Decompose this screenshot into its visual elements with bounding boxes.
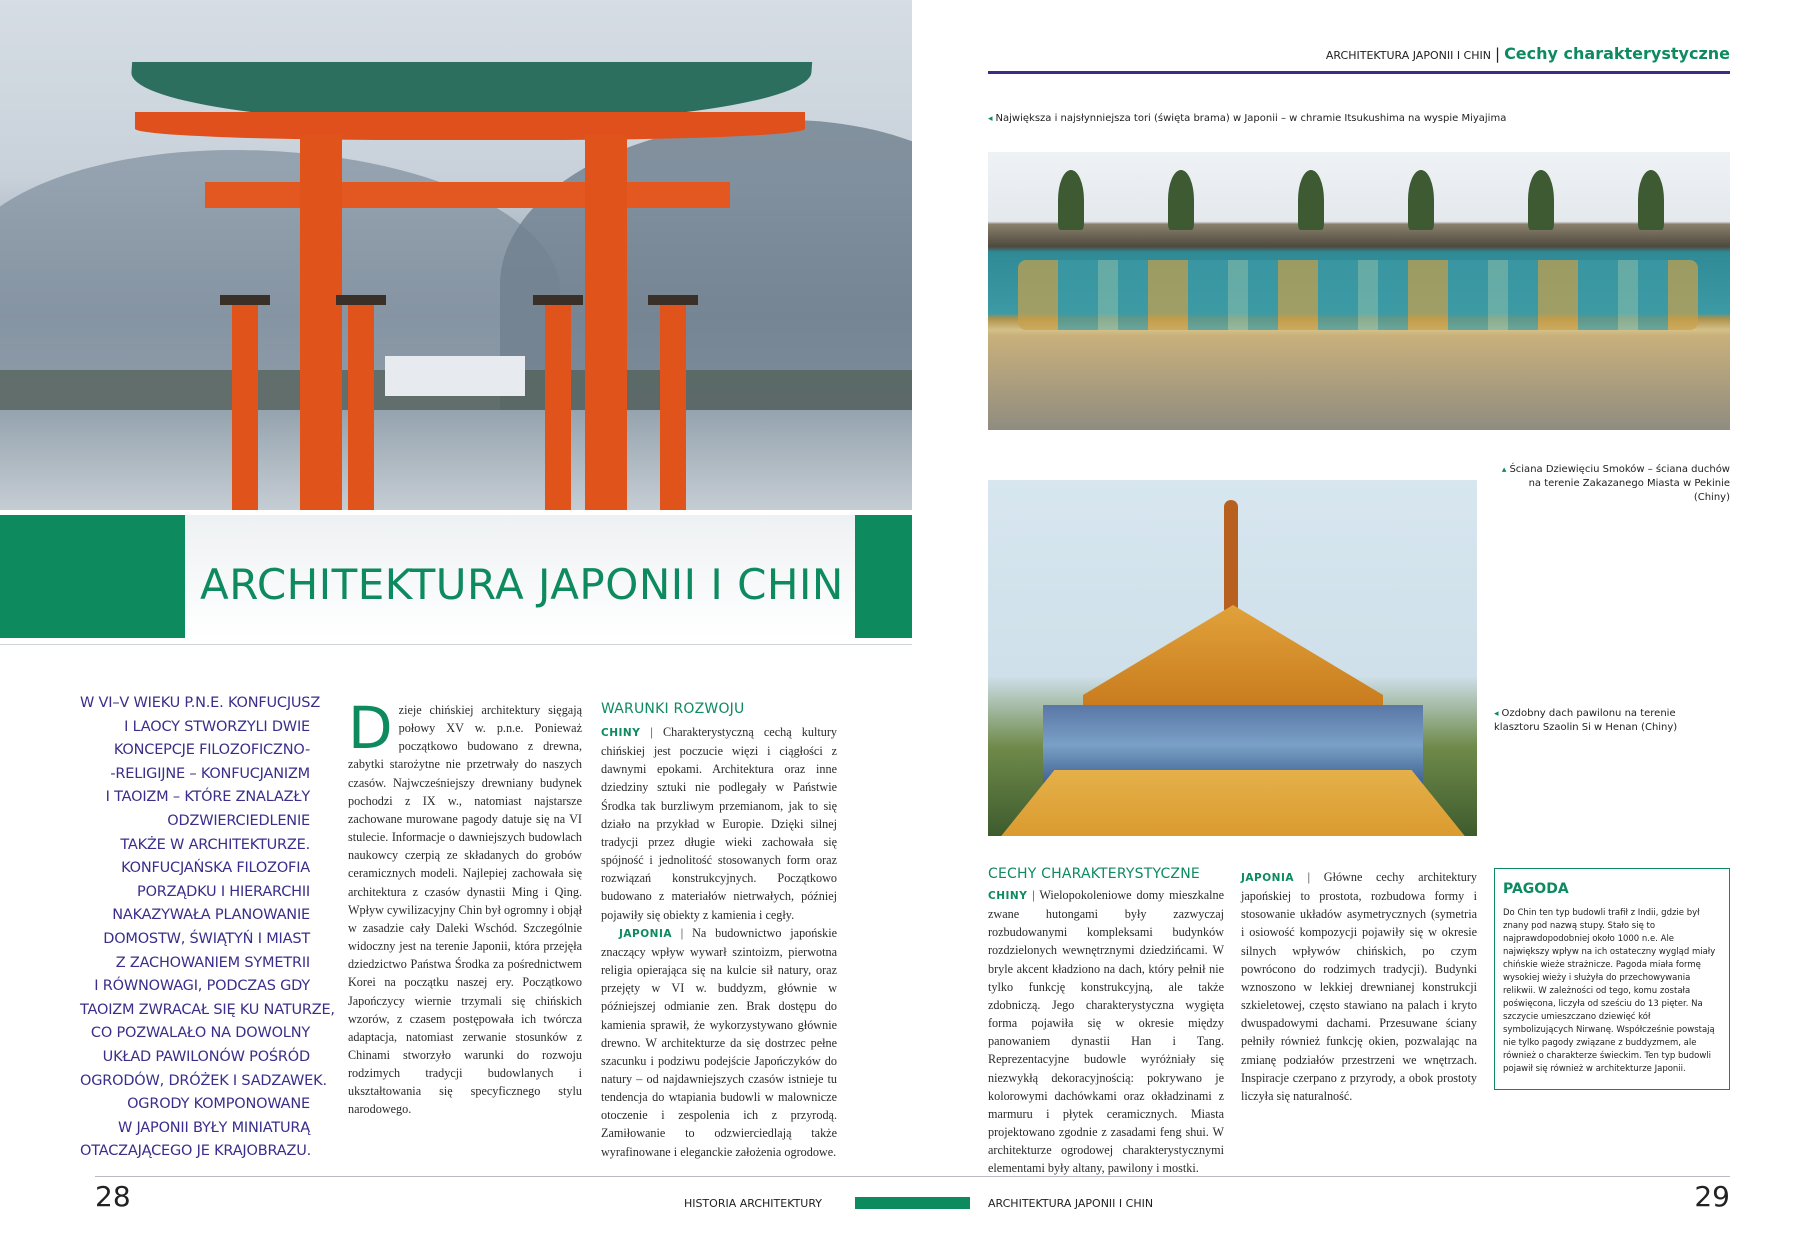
subheading-cechy-charakterystyczne: CECHY CHARAKTERYSTYCZNE <box>988 866 1200 882</box>
pull-quote-line: KONFUCJAŃSKA FILOZOFIA <box>121 860 310 877</box>
footer-label-left: HISTORIA ARCHITEKTURY <box>683 1197 822 1210</box>
pull-quote-line: OTACZAJĄCEGO JE KRAJOBRAZU. <box>80 1143 312 1160</box>
pavilion-roof-photo <box>988 480 1477 836</box>
caption-torii <box>988 112 1506 126</box>
cechy-column-1 <box>988 886 1224 1178</box>
pagoda-title: PAGODA <box>1503 881 1569 897</box>
keyword-japonia: JAPONIA <box>619 927 672 940</box>
nine-dragon-wall-photo <box>988 152 1730 430</box>
running-head-section: Cechy charakterystyczne <box>1504 44 1730 63</box>
title-band-green-right <box>855 515 912 638</box>
warunki-chiny-text: | Charakterystyczną cechą kultury chińskiej jest poczucie więzi i ciągłości z dawnymi epokami. Architektura oraz inne dziedziny sztuki nie podlegały w Państwie Środka tak burzliwym przemianom, jak to się działo na przykład w Europie. Dzięki silnej tradycji przez długie wieki zachowała się spójność i jednolitość stosowanych form oraz rozwiązań konstrukcyjnych. Początkowo budowano z materiałów nietrwałych, później pojawiły się obiekty z kamienia i cegły. <box>601 725 837 922</box>
caption-wall <box>1500 463 1730 505</box>
caption-pointer-icon: ▴ <box>1501 465 1507 475</box>
header-rule <box>988 71 1730 74</box>
pull-quote-line: CO POZWALAŁO NA DOWOLNY <box>90 1025 310 1042</box>
pull-quote-line: DOMOSTW, ŚWIĄTYŃ I MIAST <box>103 930 310 947</box>
keyword-chiny: CHINY <box>988 890 1028 902</box>
keyword-chiny: CHINY <box>601 727 641 739</box>
cechy-column-2 <box>1241 868 1477 1105</box>
pull-quote-line: I RÓWNOWAGI, PODCZAS GDY <box>94 978 310 995</box>
pull-quote-line: UKŁAD PAWILONÓW POŚRÓD <box>102 1048 310 1065</box>
footer-label-right: ARCHITEKTURA JAPONII I CHIN <box>988 1197 1154 1210</box>
caption-torii-text: Największa i najsłynniejsza tori (święta brama) w Japonii – w chramie Itsukushima na wyspie Miyajima <box>995 113 1507 124</box>
pull-quote-line: -RELIGIJNE – KONFUCJANIZM <box>110 765 310 782</box>
footer-accent-bar <box>855 1197 970 1209</box>
cechy-chiny-text: | Wielopokoleniowe domy mieszkalne zwane hutongami były zazwyczaj rozbudowanymi kompleksami budynków rozdzielonych wewnętrznymi dziedzińcami. W bryle akcent kładziono na dach, który pełnił nie tylko funkcję konstrukcyjną, ale także zdobniczą. Jego charakterystyczna wygięta forma pojawiła się w okresie między panowaniem dynastii Han i Tang. Reprezentacyjne budowle wyróżniały się niezwykłą dekoracyjnością: pokrywano je kolorowymi dachówkami oraz okładzinami z marmuru i płytek ceramicznych. Miasta projektowano zgodnie z zasadami feng shui. W architekturze ogrodowej charakterystycznymi elementami były altany, pawilony i mostki. <box>988 888 1224 1176</box>
pull-quote-line: TAOIZM ZWRACAŁ SIĘ KU NATURZE, <box>80 1001 335 1018</box>
intro-column <box>348 694 582 1119</box>
caption-pavilion <box>1494 707 1694 735</box>
pull-quote-line: Z ZACHOWANIEM SYMETRII <box>115 954 310 971</box>
warunki-japonia-text: | Na budownictwo japońskie znaczący wpływ wywarł szintoizm, pierwotna religia opierająca się na kulcie sił natury, oraz przejęty w VI w. buddyzm, głównie w późniejszej odmianie zen. Brak dostępu do kamienia sprawił, że wykorzystywano głównie drewno. W architekturze da się dostrzec pełne szacunku i podziwu podejście Japończyków do natury – od najdawniejszych czasów istnieje tu tendencja do wtapiania budowli w malownicze otoczenie i zespolenia ich z przyrodą. Zamiłowanie to odzwierciedlają także wyrafinowane i eleganckie założenia ogrodowe. <box>601 925 837 1159</box>
caption-wall-text: Ściana Dziewięciu Smoków – ściana duchów na terenie Zakazanego Miasta w Pekinie (Chiny) <box>1509 464 1730 503</box>
title-band-green-left <box>0 515 185 638</box>
pull-quote-line: TAKŻE W ARCHITEKTURZE. <box>120 836 310 853</box>
pull-quote <box>80 692 335 1164</box>
pagoda-sidebar <box>1494 868 1730 1090</box>
title-divider <box>0 644 912 645</box>
drop-cap: D <box>348 694 393 762</box>
caption-pointer-icon: ◂ <box>1494 709 1499 719</box>
pagoda-text: Do Chin ten typ budowli trafił z Indii, gdzie był znany pod nazwą stupy. Stało się to najprawdopodobniej około 1000 n.e. Ale największy wpływ na ich ostateczny wygląd miały chińskie wieże strażnicze. Pagoda miała formę wysokiej wieży i służyła do przechowywania relikwii. W zależności od tego, komu została poświęcona, liczyła od sześciu do 13 pięter. Na szczycie umieszczano dziewięć kół symbolizujących Nirwanę. Współcześnie powstają nie tylko pagody związane z buddyzmem, ale również o charakterze świeckim. Ten typ budowli pojawił się również w architekturze Japonii. <box>1503 908 1716 1074</box>
cechy-japonia-text: | Główne cechy architektury japońskiej to prostota, rozbudowa formy i stosowanie układów asymetrycznych (symetria i osiowość kompozycji pojawiły się w okresie silnych wpływów chińskich, po czym powrócono do rodzimych tradycji). Budynki wznoszono w lekkiej drewnianej konstrukcji szkieletowej, często stawiano na palach i kryto dwuspadowymi dachami. Przesuwane ściany pełniły również funkcję okien, pozwalając na zmianę podziałów przestrzeni we wnętrzach. Inspiracje czerpano z przyrody, a obok prostoty liczyła się naturalność. <box>1241 870 1477 1103</box>
running-head <box>1326 44 1730 64</box>
pull-quote-line: I LAOCY STWORZYLI DWIE <box>124 718 310 735</box>
pull-quote-line: W VI–V WIEKU P.N.E. KONFUCJUSZ <box>80 695 321 711</box>
chapter-title: ARCHITEKTURA JAPONII I CHIN <box>200 560 844 609</box>
running-head-title: ARCHITEKTURA JAPONII I CHIN <box>1325 49 1491 62</box>
pull-quote-line: NAKAZYWAŁA PLANOWANIE <box>112 907 310 924</box>
pull-quote-line: OGRODÓW, DRÓŻEK I SADZAWEK. <box>80 1072 327 1089</box>
pull-quote-line: PORZĄDKU I HIERARCHII <box>137 883 310 900</box>
pull-quote-line: KONCEPCJE FILOZOFICZNO- <box>113 742 310 759</box>
pull-quote-line: OGRODY KOMPONOWANE <box>127 1096 310 1113</box>
torii-gate-photo <box>0 0 912 510</box>
caption-pavilion-text: Ozdobny dach pawilonu na terenie klasztoru Szaolin Si w Henan (Chiny) <box>1494 708 1678 733</box>
running-head-separator: | <box>1495 45 1501 63</box>
keyword-japonia: JAPONIA <box>1241 872 1294 884</box>
subheading-warunki-rozwoju: WARUNKI ROZWOJU <box>601 701 745 717</box>
page-number-left: 28 <box>95 1180 131 1213</box>
warunki-column <box>601 723 837 1161</box>
pull-quote-line: I TAOIZM – KTÓRE ZNALAZŁY <box>105 789 310 806</box>
pull-quote-line: W JAPONII BYŁY MINIATURĄ <box>117 1119 310 1136</box>
intro-text: zieje chińskiej architektury sięgają połowy XV w. p.n.e. Ponieważ początkowo budowano z drewna, zabytki starożytne nie przetrwały do naszych czasów. Najwcześniejszy drewniany budynek pochodzi z IX w., natomiast najstarsze zachowane murowane pagody datuje się na VI stulecie. Informacje o dawniejszych budowlach naukowcy czerpią ze składanych do grobów ceramicznych modeli. Najlepiej zachowała się architektura z czasów dynastii Ming i Qing. Wpływ cywilizacyjny Chin był ogromny i objął w zasadzie cały Daleki Wschód. Szczególnie widoczny jest na terenie Japonii, która przejęła dziedzictwo Państwa Środka za pośrednictwem Korei na początku naszej ery. Początkowo Japończycy wiernie trzymali się chińskich wzorów, z czasem postępowała ich twórcza adaptacja, natomiast zerwanie stosunków z Chinami stworzyło warunki do rozwoju rodzimych tradycji budowlanych i ukształtowania się specyficznego stylu narodowego. <box>348 703 582 1117</box>
caption-pointer-icon: ◂ <box>988 114 993 124</box>
pull-quote-line: ODZWIERCIEDLENIE <box>167 812 310 829</box>
footer-rule <box>95 1176 1730 1177</box>
page-number-right: 29 <box>1694 1180 1730 1213</box>
